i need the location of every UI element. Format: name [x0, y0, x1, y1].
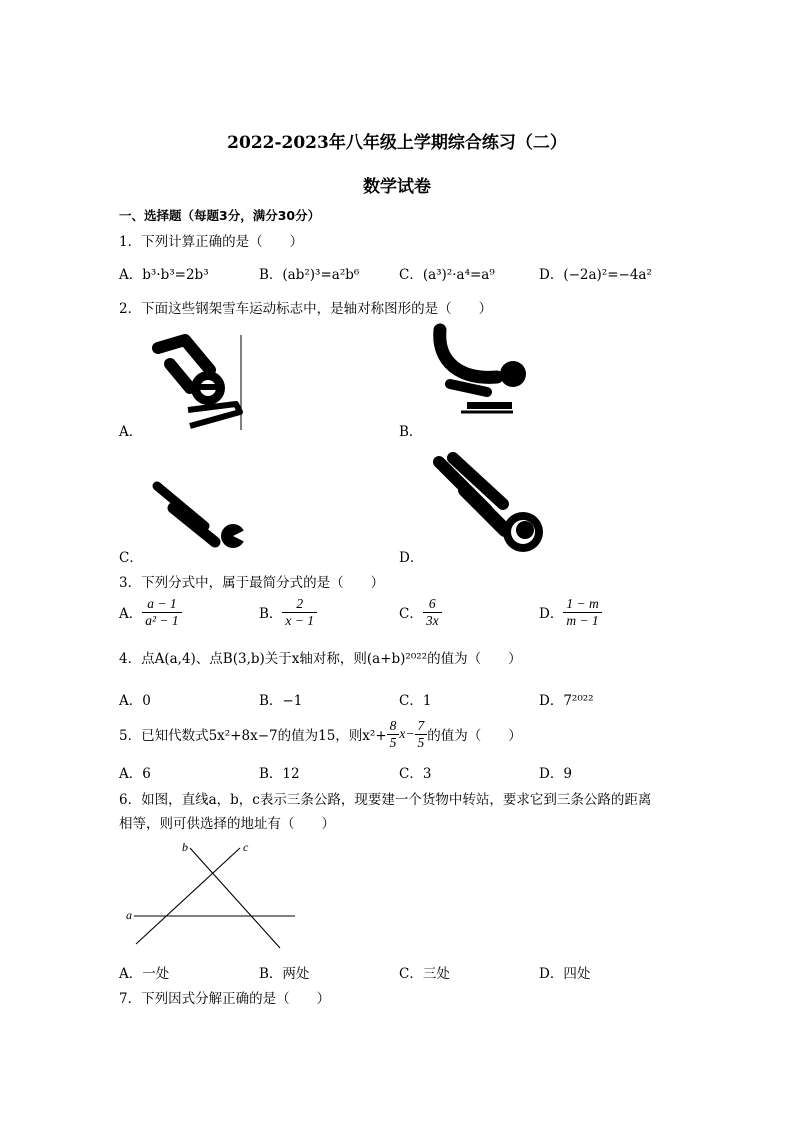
q3-fraction-a [142, 596, 181, 628]
q1-stem: 1．下列计算正确的是（ ） [119, 234, 304, 250]
q3-label-b: B． [259, 606, 283, 623]
q3-d-denominator: m − 1 [566, 612, 599, 628]
q3-fraction-b [282, 596, 317, 628]
q3-stem: 3．下列分式中，属于最简分式的是（ ） [119, 575, 385, 591]
q5-f1-denominator: 5 [389, 734, 397, 750]
q3-option-d [539, 596, 602, 628]
q5-fraction-1 [387, 718, 400, 750]
q5-fraction-2 [415, 718, 428, 750]
q6-label-c: c [243, 840, 249, 854]
q5-option-d: D．9 [539, 766, 572, 782]
q2-figure-b [425, 322, 535, 427]
q3-label-c: C． [399, 606, 423, 623]
q3-a-denominator: a² − 1 [145, 612, 179, 628]
q2-figure-a [140, 330, 260, 435]
q2-label-d: D． [399, 550, 424, 566]
q3-option-c [399, 596, 442, 628]
q1-option-c: C．(a³)²·a⁴=a⁹ [399, 267, 495, 283]
q5-f1-numerator: 8 [387, 718, 400, 735]
q1-option-d: D．(−2a)²=−4a² [539, 267, 652, 283]
q3-c-numerator: 6 [423, 596, 442, 613]
page-subtitle: 数学试卷 [363, 177, 431, 197]
section-heading: 一、选择题（每题3分，满分30分） [119, 208, 321, 223]
q3-d-numerator: 1 − m [563, 596, 601, 613]
q3-fraction-d [563, 596, 601, 628]
q6-option-c: C．三处 [399, 966, 450, 982]
q4-option-b: B．−1 [259, 693, 303, 709]
q5-stem-before: 5．已知代数式5x²+8x−7的值为15，则x²+ [119, 728, 387, 745]
q3-option-a [119, 596, 182, 628]
q6-option-b: B．两处 [259, 966, 310, 982]
q5-stem-after: 的值为（ ） [427, 728, 522, 745]
q4-stem: 4．点A(a,4)、点B(3,b)关于x轴对称，则(a+b)²⁰²²的值为（ ） [119, 651, 522, 667]
q2-stem: 2．下面这些钢架雪车运动标志中，是轴对称图形的是（ ） [119, 301, 493, 317]
q6-option-a: A．一处 [119, 966, 170, 982]
q5-option-b: B．12 [259, 766, 300, 782]
q4-option-d: D．7²⁰²² [539, 693, 594, 709]
q6-label-b: b [182, 840, 188, 854]
q7-stem: 7．下列因式分解正确的是（ ） [119, 991, 331, 1007]
q1-option-b: B．(ab²)³=a²b⁶ [259, 267, 360, 283]
q5-stem-mid: x− [399, 726, 415, 742]
q6-figure-lines [120, 838, 300, 953]
q2-label-b: B． [399, 424, 423, 440]
q6-label-a: a [126, 908, 132, 922]
q1-option-a: A．b³·b³=2b³ [119, 267, 209, 283]
q3-fraction-c [423, 596, 442, 628]
q4-option-c: C．1 [399, 693, 432, 709]
q3-option-b [259, 596, 317, 628]
q3-a-numerator: a − 1 [142, 596, 181, 613]
q3-c-denominator: 3x [425, 612, 439, 628]
q2-label-c: C． [119, 550, 143, 566]
page-title: 2022-2023年八年级上学期综合练习（二） [227, 133, 567, 153]
q6-stem-line2: 相等，则可供选择的地址有（ ） [119, 816, 335, 832]
q5-option-c: C．3 [399, 766, 432, 782]
q3-b-numerator: 2 [282, 596, 317, 613]
q2-figure-c [145, 478, 255, 558]
q4-option-a: A．0 [119, 693, 151, 709]
q5-f2-denominator: 5 [417, 734, 425, 750]
q3-b-denominator: x − 1 [285, 612, 315, 628]
q2-label-a: A． [119, 424, 143, 440]
q6-stem-line1: 6．如图，直线a，b，c表示三条公路，现要建一个货物中转站，要求它到三条公路的距离 [119, 792, 652, 808]
q5-stem [119, 718, 522, 750]
q2-figure-d [425, 450, 555, 560]
q3-label-d: D． [539, 606, 564, 623]
q5-option-a: A．6 [119, 766, 151, 782]
q5-f2-numerator: 7 [415, 718, 428, 735]
q6-option-d: D．四处 [539, 966, 591, 982]
q3-label-a: A． [119, 606, 143, 623]
